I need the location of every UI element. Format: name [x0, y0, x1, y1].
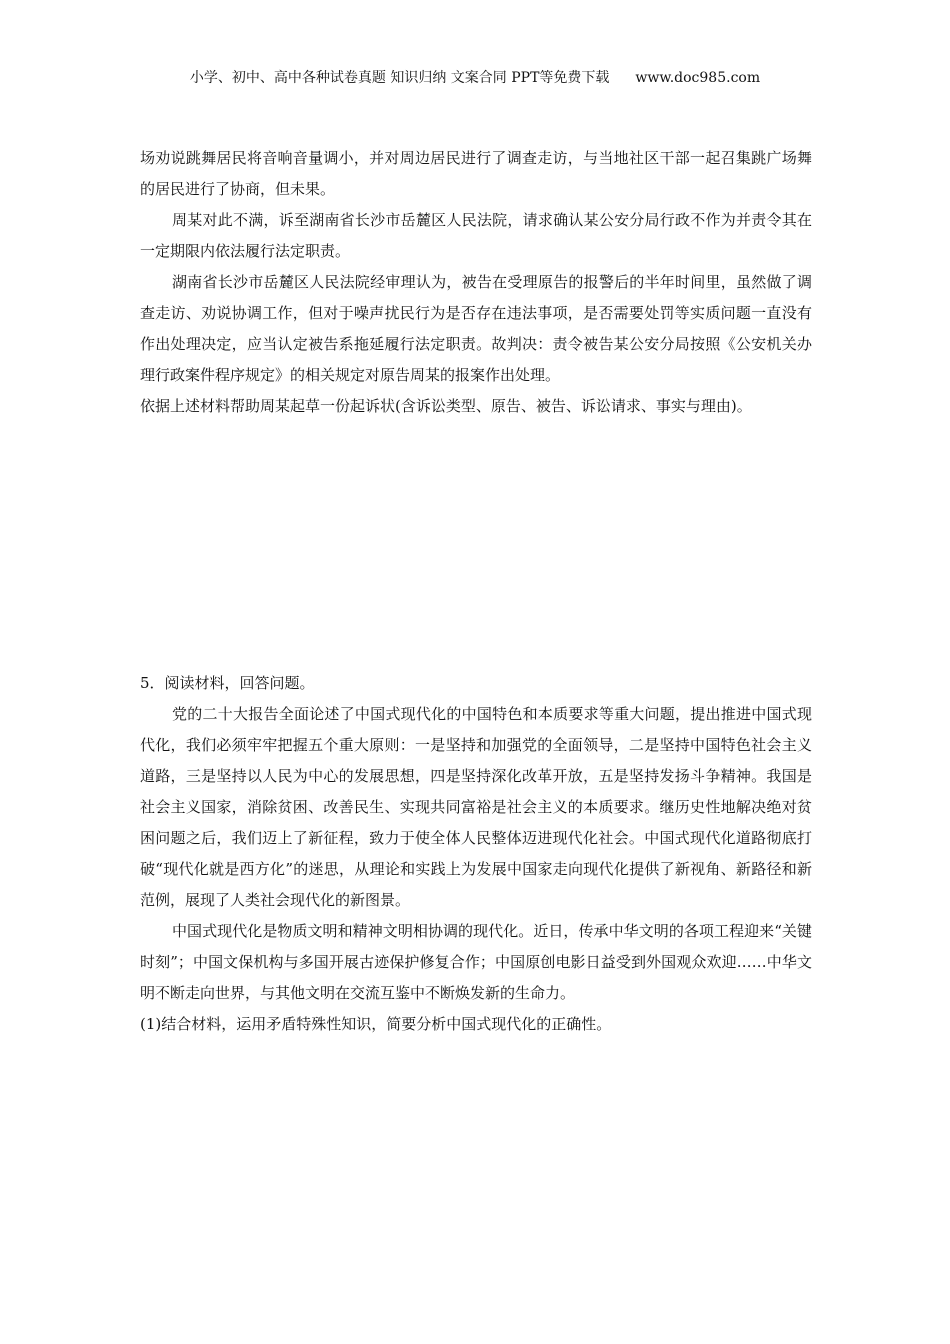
material-paragraph: 周某对此不满，诉至湖南省长沙市岳麓区人民法院，请求确认某公安分局行政不作为并责令其在一定期限内依法履行法定职责。: [140, 211, 812, 260]
question-title: 5．阅读材料，回答问题。: [140, 674, 315, 692]
material-paragraph: 党的二十大报告全面论述了中国式现代化的中国特色和本质要求等重大问题，提出推进中国式现代化，我们必须牢牢把握五个重大原则：一是坚持和加强党的全面领导，二是坚持中国特色社会主义道路，三是坚持以人民为中心的发展思想，四是坚持深化改革开放，五是坚持发扬斗争精神。我国是社会主义国家，消除贫困、改善民生、实现共同富裕是社会主义的本质要求。继历史性地解决绝对贫困问题之后，我们迈上了新征程，致力于使全体人民整体迈进现代化社会。中国式现代化道路彻底打破“现代化就是西方化”的迷思，从理论和实践上为发展中国家走向现代化提供了新视角、新路径和新范例，展现了人类社会现代化的新图景。: [140, 705, 812, 909]
material-paragraph: 湖南省长沙市岳麓区人民法院经审理认为，被告在受理原告的报警后的半年时间里，虽然做了调查走访、劝说协调工作，但对于噪声扰民行为是否存在违法事项，是否需要处罚等实质问题一直没有作出处理决定，应当认定被告系拖延履行法定职责。故判决：责令被告某公安分局按照《公安机关办理行政案件程序规定》的相关规定对原告周某的报案作出处理。: [140, 273, 812, 384]
header-site: www.doc985.com: [635, 70, 761, 86]
header-text: 小学、初中、高中各种试卷真题 知识归纳 文案合同 PPT等免费下载: [189, 70, 610, 86]
question-instruction: 依据上述材料帮助周某起草一份起诉状(含诉讼类型、原告、被告、诉讼请求、事实与理由)。: [140, 397, 752, 415]
material-paragraph: 场劝说跳舞居民将音响音量调小，并对周边居民进行了调查走访，与当地社区干部一起召集跳广场舞的居民进行了协商，但未果。: [140, 149, 812, 198]
previous-question-material: [140, 143, 812, 422]
page-header: [0, 66, 950, 90]
question-5: [140, 668, 812, 1040]
sub-question: (1)结合材料，运用矛盾特殊性知识，简要分析中国式现代化的正确性。: [140, 1015, 612, 1033]
material-paragraph: 中国式现代化是物质文明和精神文明相协调的现代化。近日，传承中华文明的各项工程迎来“关键时刻”；中国文保机构与多国开展古迹保护修复合作；中国原创电影日益受到外国观众欢迎……中华文明不断走向世界，与其他文明在交流互鉴中不断焕发新的生命力。: [140, 922, 812, 1002]
